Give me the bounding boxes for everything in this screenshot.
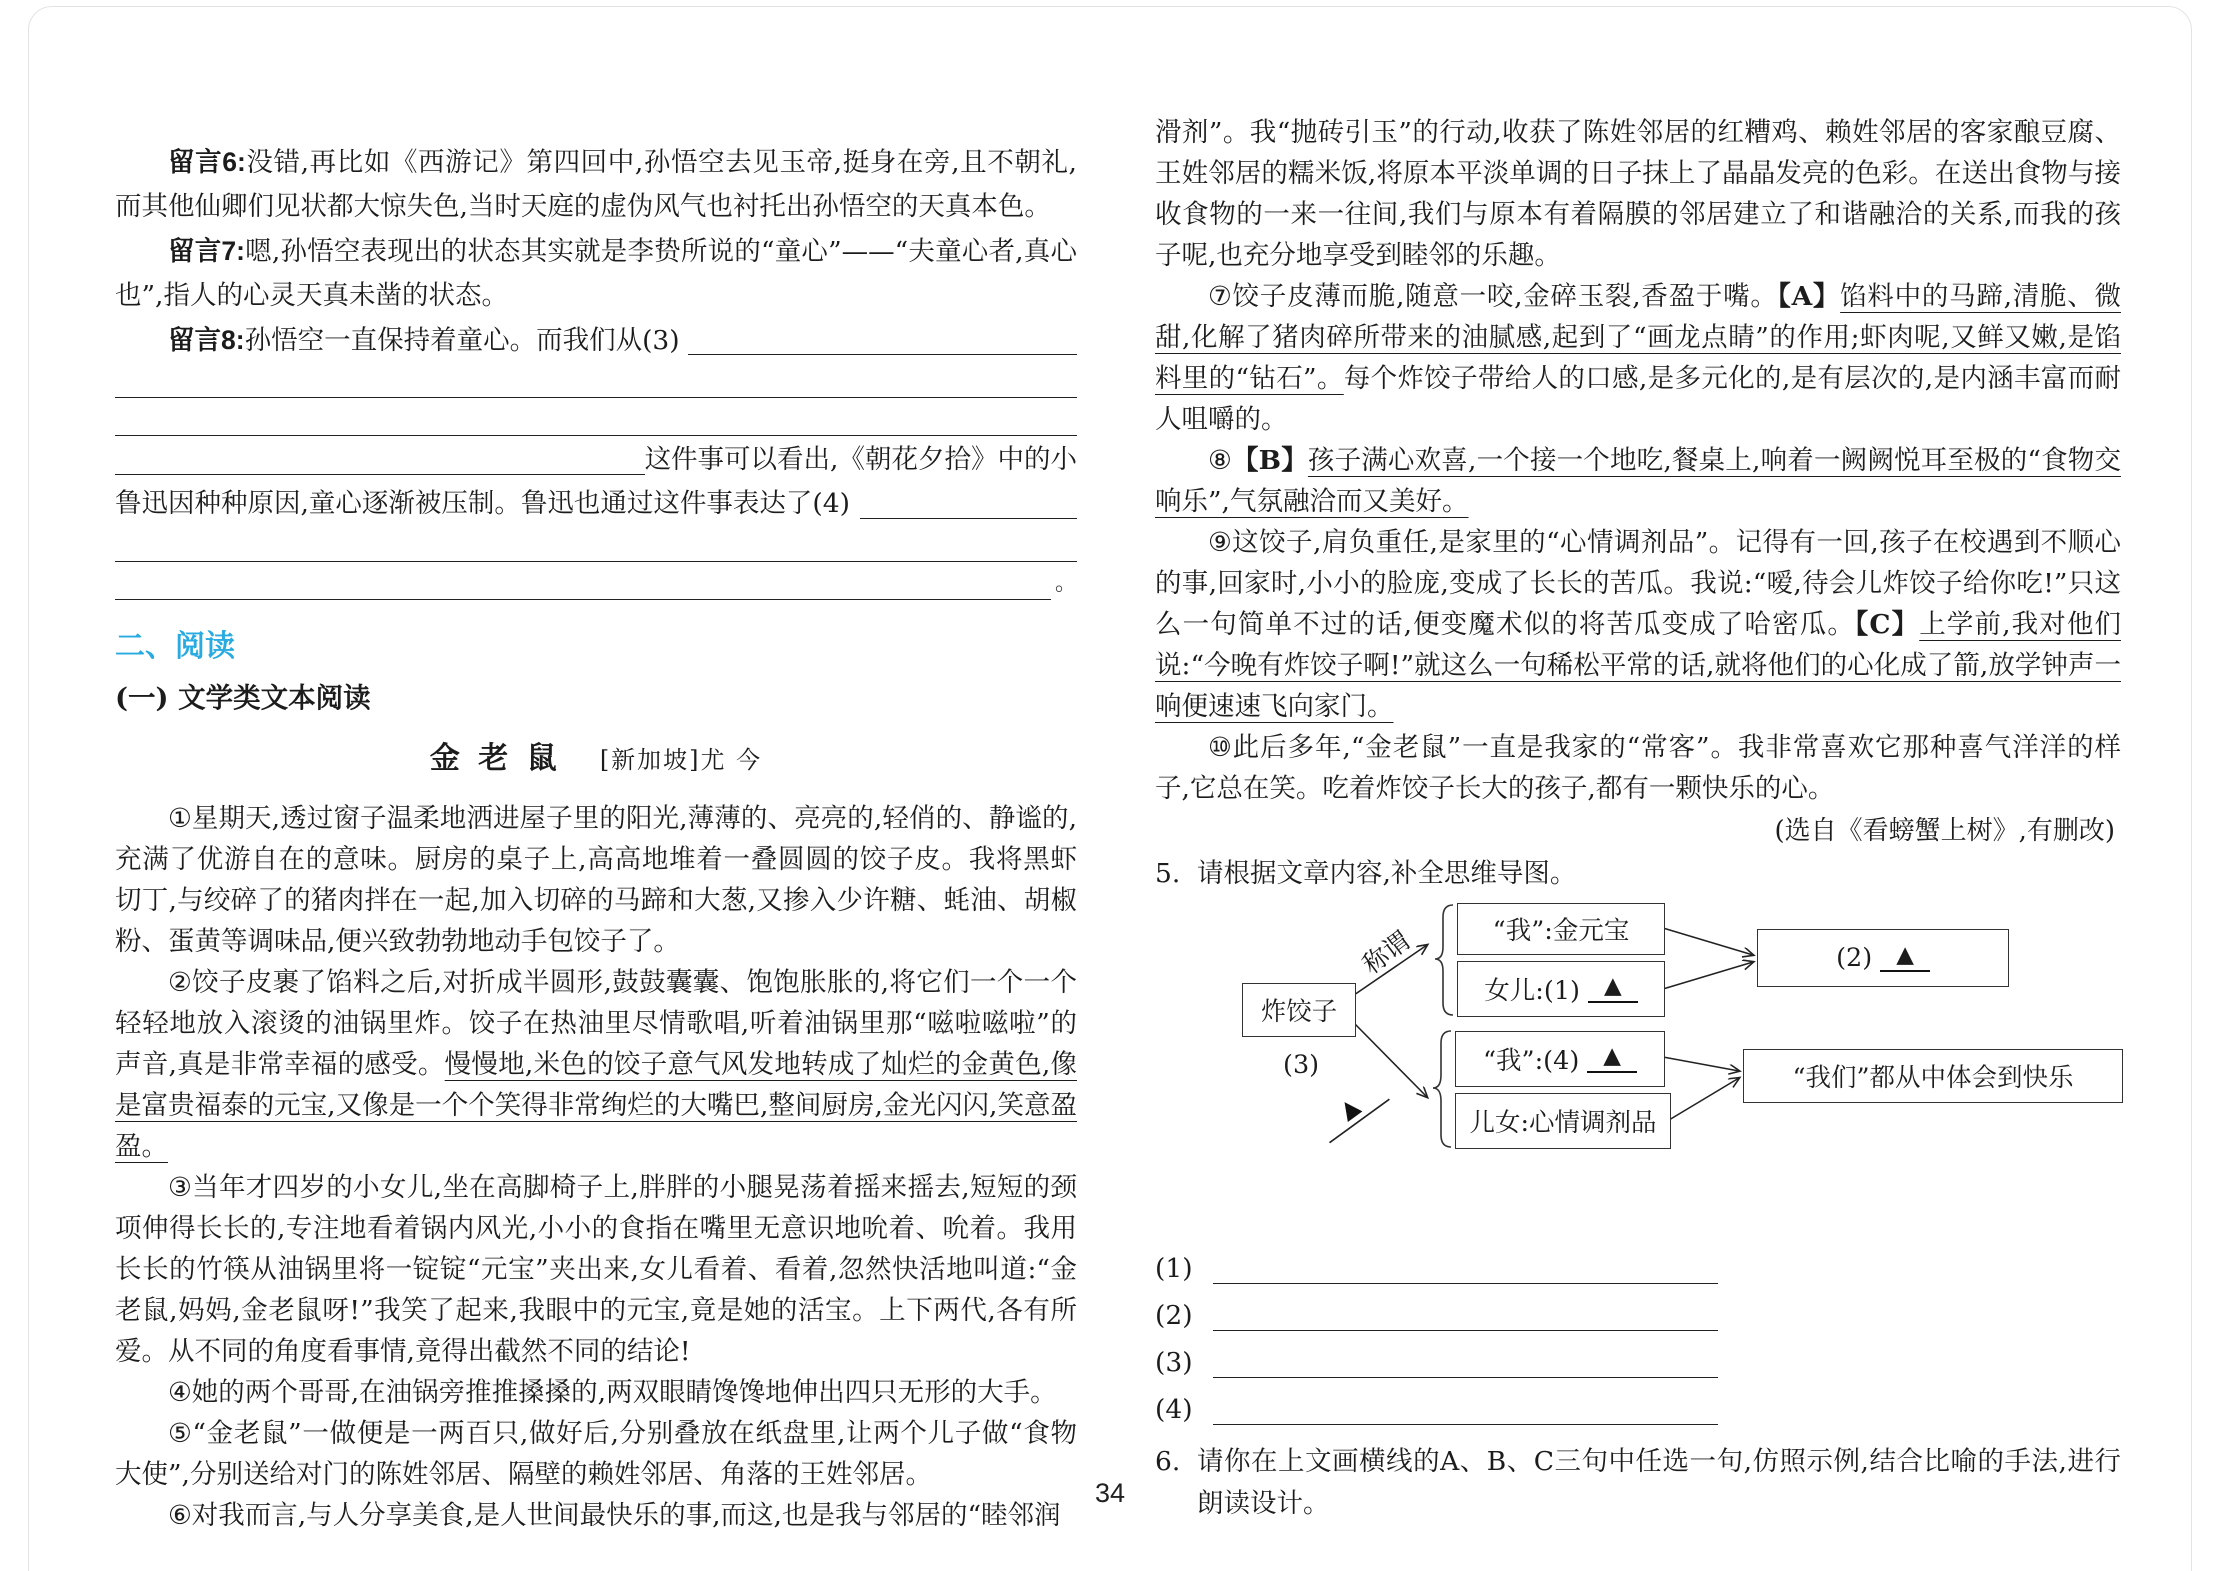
edge-top2-result xyxy=(1663,962,1753,989)
message-6 xyxy=(115,140,1077,229)
edge-label-top: 称谓 xyxy=(1357,925,1416,981)
diagram-box-result-happiness xyxy=(1743,1049,2123,1103)
answer-blank-line xyxy=(1213,1292,1718,1331)
text-segment: ⑤“金老鼠”一做便是一两百只,做好后,分别叠放在纸盘里,让两个儿子做“食物大使”,分别送给对门的陈姓邻居、隔壁的赖姓邻居、角落的王姓邻居。 xyxy=(115,1418,1077,1490)
text-segment: ⑥对我而言,与人分享美食,是人世间最快乐的事,而这,也是我与邻居的“睦邻润 xyxy=(168,1500,1061,1531)
text-segment: 滑剂”。我“抛砖引玉”的行动,收获了陈姓邻居的红糟鸡、赖姓邻居的客家酿豆腐、王姓邻居的糯米饭,将原本平淡单调的日子抹上了晶晶发亮的色彩。在送出食物与接收食物的一来一往间,我们与原本有着隔膜的邻居建立了和谐融洽的关系,而我的孩子呢,也充分地享受到睦邻的乐趣。 xyxy=(1155,117,2121,271)
answer-label: (3) xyxy=(1155,1347,1193,1378)
article-title-row xyxy=(115,734,1077,788)
answer-blank-line xyxy=(115,362,1077,398)
text-segment: ①星期天,透过窗子温柔地洒进屋子里的阳光,薄薄的、亮亮的,轻俏的、静谧的,充满了优游自在的意味。厨房的桌子上,高高地堆着一叠圆圆的饺子皮。我将黑虾切丁,与绞碎了的猪肉拌在一起,加入切碎的马蹄和大葱,又掺入少许糖、蚝油、胡椒粉、蛋黄等调味品,便兴致勃勃地动手包饺子了。 xyxy=(115,803,1077,957)
subsection-heading: (一) 文学类文本阅读 xyxy=(115,682,371,714)
article-paragraph-3 xyxy=(115,1167,1077,1372)
article-paragraph-6 xyxy=(115,1495,1077,1536)
article-paragraph-7 xyxy=(1155,276,2121,440)
answer-row-4 xyxy=(1155,1386,2121,1433)
answer-blank-line xyxy=(1213,1386,1718,1425)
text-segment: 【B】 xyxy=(1231,445,1308,476)
text-segment: ⑩此后多年,“金老鼠”一直是我家的“常客”。我非常喜欢它那种喜气洋洋的样子,它总在笑。吃着炸饺子长大的孩子,都有一颗快乐的心。 xyxy=(1155,732,2121,804)
brace-bottom xyxy=(1433,1031,1451,1147)
text-segment: ②饺子皮裹了馅料之后,对折成半圆形,鼓鼓囊囊、饱饱胀胀的,将它们一个一个轻轻地放入滚烫的油锅里炸。饺子在热油里尽情歌唱,听着油锅里那“嗞啦嗞啦”的声音,真是非常幸福的感受。 xyxy=(115,967,1077,1080)
message-7-label: 留言7: xyxy=(168,236,245,266)
diagram-box-label: 儿女:心情调剂品 xyxy=(1469,1108,1657,1138)
fill-tail-row xyxy=(115,482,1077,526)
question-5-number: 5. xyxy=(1155,858,1181,889)
fill-tail-text: 鲁迅因种种原因,童心逐渐被压制。鲁迅也通过这件事表达了(4) xyxy=(115,488,850,519)
edge-blank-marker xyxy=(1315,1080,1389,1143)
diagram-box-daughter-blank xyxy=(1457,961,1665,1017)
text-segment: ⑦饺子皮薄而脆,随意一咬,金碎玉裂,香盈于嘴。 xyxy=(1208,281,1778,312)
writing-line xyxy=(115,362,1077,400)
diagram-root-box xyxy=(1242,983,1356,1037)
article-paragraph-2 xyxy=(115,962,1077,1167)
brace-top xyxy=(1435,905,1453,1015)
text-segment: 孩子满心欢喜,一个接一个地吃,餐桌上,响着一阙阙悦耳至极的“食物交响乐”,气氛融洽而又美好。 xyxy=(1155,445,2121,517)
message-6-label: 留言6: xyxy=(168,147,246,177)
answer-blank-line xyxy=(115,438,645,475)
answer-blank-line xyxy=(115,526,1077,562)
diagram-box-label: “我”:金元宝 xyxy=(1492,916,1630,946)
article-paragraph-5 xyxy=(115,1413,1077,1495)
page-number: 34 xyxy=(1094,1478,1126,1508)
answer-blank-line xyxy=(115,400,1077,436)
diagram-box-result-2 xyxy=(1757,929,2009,987)
edge-bottom1-result xyxy=(1663,1057,1739,1071)
answer-label: (1) xyxy=(1155,1253,1193,1284)
blank-triangle-marker: ▲ xyxy=(1587,1045,1637,1073)
text-segment: ③当年才四岁的小女儿,坐在高脚椅子上,胖胖的小腿晃荡着摇来摇去,短短的颈项伸得长长的,专注地看着锅内风光,小小的食指在嘴里无意识地吮着、吮着。我用长长的竹筷从油锅里将一锭锭“元宝”夹出来,女儿看着、看着,忽然快活地叫道:“金老鼠,妈妈,金老鼠呀!”我笑了起来,我眼中的元宝,竟是她的活宝。上下两代,各有所爱。从不同的角度看事情,竟得出截然不同的结论! xyxy=(115,1172,1077,1367)
question-6 xyxy=(1155,1441,2121,1525)
diagram-box-label: “我”:(4) xyxy=(1483,1046,1580,1076)
blank-triangle-marker: ▲ xyxy=(1880,944,1930,972)
question-5-text: 请根据文章内容,补全思维导图。 xyxy=(1197,858,1577,889)
mind-map-diagram xyxy=(1155,901,2121,1233)
text-segment: 慢慢地,米色的饺子意气风发地转成了灿烂的金黄色,像是富贵福泰的元宝,又像是一个个笑得非常绚烂的大嘴巴,整间厨房,金光闪闪,笑意盈盈。 xyxy=(115,1049,1077,1162)
article-paragraph-6-continued xyxy=(1155,112,2121,276)
text-segment: ⑨这饺子,肩负重任,是家里的“心情调剂品”。记得有一回,孩子在校遇到不顺心的事,回家时,小小的脸庞,变成了长长的苦瓜。我说:“嗳,待会儿炸饺子给你吃!”只这么一句简单不过的话,便变魔术似的将苦瓜变成了哈密瓜。 xyxy=(1155,527,2121,640)
section-heading-reading: 二、阅读 xyxy=(115,630,235,663)
question-6-text: 请你在上文画横线的A、B、C三句中任选一句,仿照示例,结合比喻的手法,进行朗读设计。 xyxy=(1197,1446,2121,1519)
diagram-box-children-mood xyxy=(1455,1093,1671,1149)
writing-line xyxy=(115,400,1077,438)
message-6-text: 没错,再比如《西游记》第四回中,孙悟空去见玉帝,挺身在旁,且不朝礼,而其他仙卿们见状都大惊失色,当时天庭的虚伪风气也衬托出孙悟空的天真本色。 xyxy=(115,147,1077,222)
article-paragraph-1 xyxy=(115,798,1077,962)
text-segment: ⑧ xyxy=(1208,445,1232,476)
article-author: [新加坡]尤 今 xyxy=(599,746,763,774)
fill-mid-text: 这件事可以看出,《朝花夕拾》中的小 xyxy=(644,444,1077,475)
message-7-text: 嗯,孙悟空表现出的状态其实就是李贽所说的“童心”——“夫童心者,真心也”,指人的心灵天真未凿的状态。 xyxy=(115,236,1077,311)
article-paragraph-8 xyxy=(1155,440,2121,522)
text-segment: 馅料中的马蹄,清脆、微甜,化解了猪肉碎所带来的油腻感,起到了“画龙点睛”的作用;虾肉呢,又鲜又嫩,是馅料里的“钻石”。 xyxy=(1155,281,2122,394)
text-segment: 【C】 xyxy=(1855,609,1920,640)
column-left xyxy=(115,140,1077,1536)
answer-row-2 xyxy=(1155,1292,2121,1339)
text-segment: 上学前,我对他们说:“今晚有炸饺子啊!”就这么一句稀松平常的话,就将他们的心化成了箭,放学钟声一响便速速飞向家门。 xyxy=(1155,609,2121,722)
article-paragraph-9 xyxy=(1155,522,2121,727)
message-8-label: 留言8: xyxy=(168,325,245,355)
answer-blanks-group xyxy=(1155,1245,2121,1433)
writing-line-end xyxy=(115,564,1077,602)
question-5 xyxy=(1155,853,2121,895)
answer-blank-line xyxy=(688,318,1077,355)
answer-blank-line xyxy=(1213,1245,1718,1284)
column-right xyxy=(1155,112,2121,1525)
answer-label: (4) xyxy=(1155,1394,1193,1425)
text-segment: 【A】 xyxy=(1777,281,1841,312)
answer-blank-line xyxy=(115,564,1051,600)
text-segment: 每个炸饺子带给人的口感,是多元化的,是有层次的,是内涵丰富而耐人咀嚼的。 xyxy=(1155,363,2121,435)
writing-line xyxy=(115,526,1077,564)
fill-mid-row xyxy=(115,438,1077,482)
answer-row-3 xyxy=(1155,1339,2121,1386)
answer-label: (2) xyxy=(1155,1300,1193,1331)
message-7 xyxy=(115,229,1077,318)
article-title: 金 老 鼠 xyxy=(429,741,561,776)
diagram-box-me-blank xyxy=(1455,1031,1665,1087)
edge-label-bottom: (3) xyxy=(1283,1050,1320,1080)
message-8-body: 孙悟空一直保持着童心。而我们从(3) xyxy=(244,325,680,356)
edge-bottom2-result xyxy=(1669,1078,1739,1120)
answer-row-1 xyxy=(1155,1245,2121,1292)
diagram-box-label: “我们”都从中体会到快乐 xyxy=(1792,1063,2074,1093)
answer-blank-line xyxy=(1213,1339,1718,1378)
gap-spacer xyxy=(850,482,860,526)
text-segment: ④她的两个哥哥,在油锅旁推推搡搡的,两双眼睛馋馋地伸出四只无形的大手。 xyxy=(168,1377,1057,1408)
article-paragraph-4 xyxy=(115,1372,1077,1413)
blank-triangle-marker: ▲ xyxy=(1588,975,1638,1003)
indent-spacer xyxy=(115,318,168,362)
article-paragraph-10 xyxy=(1155,727,2121,809)
end-punctuation: 。 xyxy=(1054,571,1077,596)
diagram-box-label: (2) xyxy=(1836,943,1873,973)
question-6-number: 6. xyxy=(1155,1446,1181,1477)
diagram-root-label: 炸饺子 xyxy=(1260,997,1338,1027)
message-8 xyxy=(115,318,1077,362)
article-attribution: (选自《看螃蟹上树》,有删改) xyxy=(1774,816,2115,846)
edge-bottom xyxy=(1354,1023,1427,1097)
edge-top1-result xyxy=(1663,928,1753,955)
answer-blank-line xyxy=(860,482,1077,519)
message-8-text xyxy=(168,318,688,362)
diagram-box-label: 女儿:(1) xyxy=(1484,976,1580,1006)
diagram-box-me-gold-ingot xyxy=(1457,903,1665,955)
